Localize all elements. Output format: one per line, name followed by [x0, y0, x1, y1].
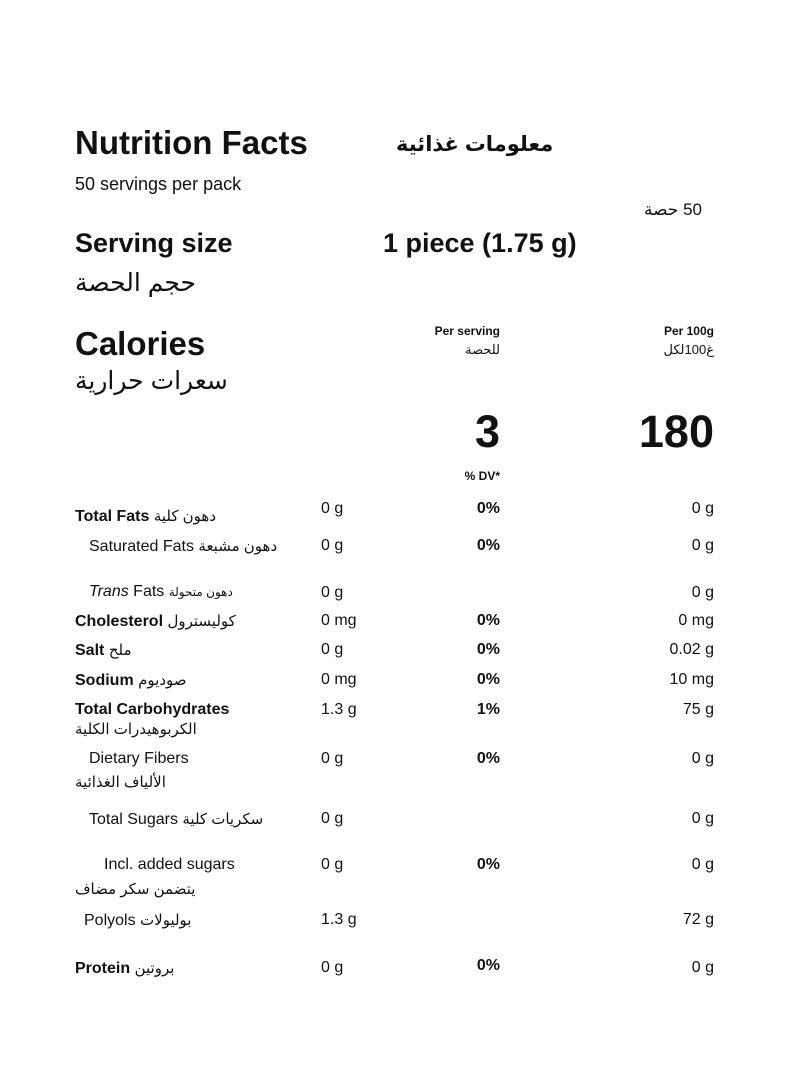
- nutrient-per-serving: 0 g: [321, 500, 344, 517]
- nutrient-name: Total Fats: [75, 508, 150, 525]
- page-title: Nutrition Facts: [75, 124, 308, 161]
- nutrient-per-serving: 1.3 g: [321, 701, 357, 718]
- nutrient-name: Total Carbohydrates: [75, 701, 230, 718]
- nutrient-per-100g: 0 mg: [678, 612, 714, 629]
- nutrient-name: Total Sugars: [89, 811, 178, 828]
- serving-size-value: 1 piece (1.75 g): [383, 228, 577, 258]
- nutrient-per-serving: 0 g: [321, 810, 344, 827]
- nutrient-per-100g: 0.02 g: [669, 641, 714, 658]
- nutrient-dv: 0%: [476, 957, 500, 974]
- serving-size-label-arabic: حجم الحصة: [75, 269, 196, 297]
- nutrient-per-serving: 0 g: [321, 856, 344, 873]
- nutrient-dv: 1%: [476, 701, 500, 718]
- nutrient-name-arabic: الألياف الغذائية: [75, 774, 166, 791]
- nutrient-name-arabic: بوليولات: [140, 912, 192, 929]
- nutrient-per-100g: 0 g: [691, 856, 714, 873]
- per-100g-header: Per 100g: [663, 324, 714, 338]
- nutrient-per-100g: 0 g: [691, 810, 714, 827]
- nutrient-name: Cholesterol: [75, 613, 164, 630]
- nutrient-per-serving: 1.3 g: [321, 911, 357, 928]
- nutrient-per-serving: 0 g: [321, 537, 344, 554]
- nutrient-per-serving: 0 mg: [321, 612, 357, 629]
- nutrient-name-arabic: ملح: [108, 642, 132, 659]
- nutrient-name-arabic: دهون مشبعة: [198, 538, 278, 555]
- nutrient-per-serving: 0 mg: [321, 671, 357, 688]
- nutrient-per-100g: 75 g: [682, 701, 714, 718]
- servings-per-pack-arabic: 50 حصة: [644, 200, 703, 219]
- nutrient-name: Salt: [75, 642, 105, 659]
- nutrient-per-100g: 72 g: [682, 911, 714, 928]
- nutrient-name: Sodium: [75, 672, 134, 689]
- nutrient-name-arabic: يتضمن سكر مضاف: [75, 881, 196, 898]
- nutrient-name: Fats: [133, 583, 165, 600]
- nutrient-dv: 0%: [476, 612, 500, 629]
- nutrient-name-arabic: سكريات كلية: [182, 811, 264, 828]
- nutrient-per-serving: 0 g: [321, 641, 344, 658]
- nutrient-per-100g: 0 g: [691, 959, 714, 976]
- nutrient-per-100g: 0 g: [691, 500, 714, 517]
- daily-value-header: % DV*: [464, 469, 500, 483]
- nutrient-dv: 0%: [476, 537, 500, 554]
- nutrient-per-100g: 0 g: [691, 584, 714, 601]
- page-title-arabic: معلومات غذائية: [396, 133, 554, 156]
- nutrient-dv: 0%: [476, 856, 500, 873]
- nutrient-name: Incl. added sugars: [104, 856, 235, 873]
- per-100g-header-arabic: غ100لكل: [663, 342, 714, 357]
- nutrient-per-serving: 0 g: [321, 584, 344, 601]
- calories-per-100g-value: 180: [638, 406, 714, 457]
- per-serving-header: Per serving: [434, 324, 500, 338]
- nutrient-name: Polyols: [84, 912, 136, 929]
- nutrient-name-arabic: دهون متحولة: [168, 585, 233, 599]
- nutrient-name-arabic: دهون كلية: [153, 508, 217, 525]
- nutrient-per-100g: 0 g: [691, 750, 714, 767]
- nutrient-name-italic: Trans: [89, 583, 129, 600]
- nutrient-name-arabic: كوليسترول: [167, 613, 236, 630]
- nutrient-name-arabic: بروتين: [134, 960, 175, 977]
- nutrient-per-100g: 0 g: [691, 537, 714, 554]
- nutrient-dv: 0%: [476, 671, 500, 688]
- nutrient-per-100g: 10 mg: [669, 671, 714, 688]
- nutrient-dv: 0%: [476, 750, 500, 767]
- per-serving-header-arabic: للحصة: [465, 342, 500, 357]
- nutrient-name: Dietary Fibers: [89, 750, 189, 767]
- nutrient-name-arabic: صوديوم: [138, 672, 187, 689]
- nutrient-name-arabic: الكربوهيدرات الكلية: [75, 721, 197, 738]
- serving-size-label: Serving size: [75, 228, 233, 258]
- calories-label-arabic: سعرات حرارية: [75, 367, 228, 395]
- calories-per-serving-value: 3: [474, 406, 500, 457]
- nutrient-dv: 0%: [476, 500, 500, 517]
- nutrient-per-serving: 0 g: [321, 959, 344, 976]
- servings-per-pack: 50 servings per pack: [75, 174, 242, 194]
- nutrient-per-serving: 0 g: [321, 750, 344, 767]
- calories-label: Calories: [75, 325, 206, 362]
- nutrient-name: Protein: [75, 960, 131, 977]
- nutrient-dv: 0%: [476, 641, 500, 658]
- nutrient-name: Saturated Fats: [89, 538, 194, 555]
